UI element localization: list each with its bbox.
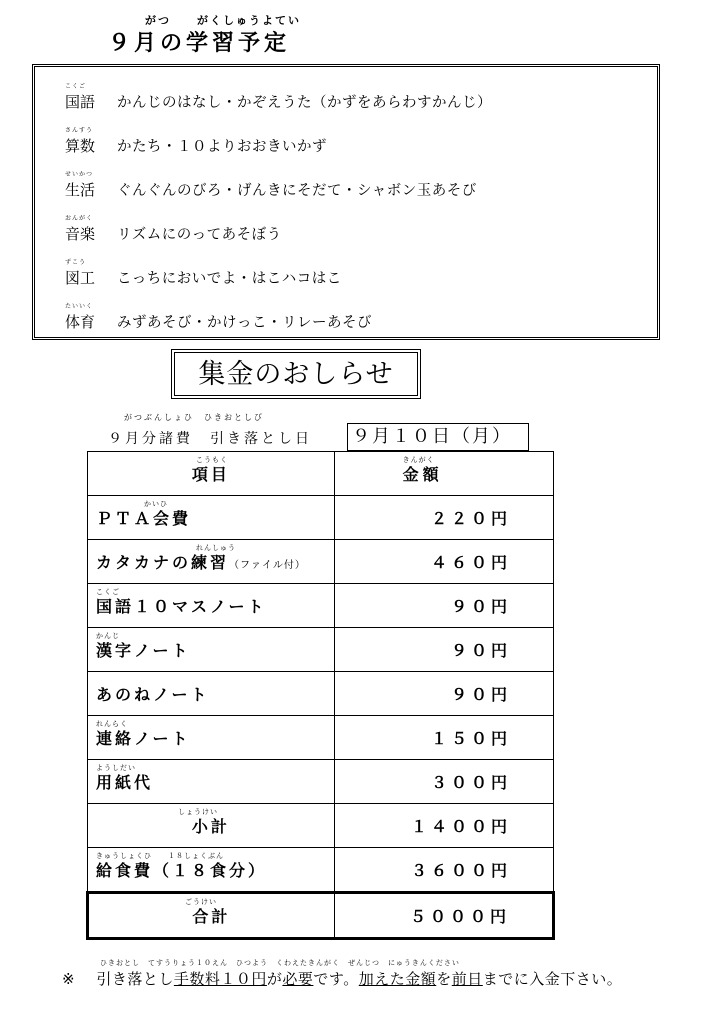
cell-ruby: ようしだい <box>96 764 136 772</box>
table-row <box>88 760 554 804</box>
cell-ruby: かんじ <box>96 632 120 640</box>
footnote-emphasis: 必要 <box>282 970 314 988</box>
footnote-emphasis: 加えた金額 <box>358 970 437 988</box>
cell-ruby: しょうけい <box>178 808 218 816</box>
item-note: （ファイル付） <box>229 560 306 571</box>
lunch-label: 給食費（１８食分） <box>96 861 268 880</box>
table-row <box>88 496 554 540</box>
subtotal-label: 小計 <box>191 817 230 836</box>
item-cell <box>88 716 335 760</box>
title-ruby: がつ がくしゅうよてい <box>145 14 301 27</box>
item-label: 漢字ノート <box>96 641 191 660</box>
item-label: あのねノート <box>96 685 210 704</box>
total-label: 合計 <box>192 907 231 926</box>
amount-cell: １５０円 <box>334 716 553 760</box>
item-cell <box>88 628 335 672</box>
item-label: ＰＴＡ会費 <box>96 509 192 528</box>
subject-content: リズムにのってあそぼう <box>117 227 282 243</box>
subtotal-label-cell <box>88 804 335 848</box>
item-cell <box>88 760 335 804</box>
lunch-amount: ３６００円 <box>334 848 553 893</box>
table-row <box>88 584 554 628</box>
subject-label: 音楽 <box>65 225 96 243</box>
footnote-emphasis: 手数料１０円 <box>173 970 267 988</box>
amount-cell: ９０円 <box>334 584 553 628</box>
subject-label: 算数 <box>65 137 96 155</box>
cell-ruby: かいひ <box>144 500 168 508</box>
item-cell <box>88 672 335 716</box>
cell-ruby: ごうけい <box>185 898 217 906</box>
item-label: 用紙代 <box>96 773 154 792</box>
collection-notice-title: 集金のおしらせ <box>174 352 418 396</box>
footnote-text: です。 <box>313 970 359 988</box>
header-amount-label: 金額 <box>402 465 443 484</box>
subject-content: こっちにおいでよ・はこハコはこ <box>117 271 342 287</box>
header-item-cell <box>88 452 335 496</box>
subject-ruby: せいかつ <box>65 171 94 178</box>
subject-content: みずあそび・かけっこ・リレーあそび <box>117 315 372 331</box>
cell-ruby: れんしゅう <box>196 544 236 552</box>
subject-ruby: たいいく <box>65 303 94 310</box>
footnote-ruby: ひきおとし てすうりょう１０えん ひつよう くわえたきんがく ぜんじつ にゅうきんください <box>100 959 460 967</box>
cell-ruby: こうもく <box>196 456 228 464</box>
amount-cell: ９０円 <box>334 628 553 672</box>
debit-date: ９月１０日（月） <box>347 423 529 451</box>
subject-label: 国語 <box>65 93 96 111</box>
fee-label-ruby: がつぶんしょひ ひきおとしび <box>124 413 264 422</box>
subject-label: 体育 <box>65 313 96 331</box>
item-label: カタカナの練習 <box>96 553 230 572</box>
subject-label: 生活 <box>65 181 96 199</box>
subject-ruby: こくご <box>65 83 87 90</box>
total-amount: ５０００円 <box>334 893 553 939</box>
item-label: 連絡ノート <box>96 729 191 748</box>
subject-ruby: ずこう <box>65 259 87 266</box>
item-label: 国語１０マスノート <box>96 597 267 616</box>
amount-cell: ３００円 <box>334 760 553 804</box>
cell-ruby: れんらく <box>96 720 128 728</box>
footnote-text: までに入金下さい。 <box>482 970 623 988</box>
total-label-cell <box>88 893 335 939</box>
table-row <box>88 628 554 672</box>
subtotal-amount: １４００円 <box>334 804 553 848</box>
amount-cell: ９０円 <box>334 672 553 716</box>
amount-cell: ４６０円 <box>334 540 553 584</box>
footnote-mark: ※ <box>62 970 76 988</box>
lunch-label-cell <box>88 848 335 893</box>
header-item-label: 項目 <box>191 465 230 484</box>
table-row <box>88 672 554 716</box>
cell-ruby: きんがく <box>402 456 435 464</box>
footnote-text: を <box>436 970 452 988</box>
header-amount-cell <box>334 452 553 496</box>
subject-ruby: おんがく <box>65 215 94 222</box>
footnote-text: 引き落とし <box>96 970 174 988</box>
item-cell <box>88 584 335 628</box>
subject-content: ぐんぐんのびろ・げんきにそだて・シャボン玉あそび <box>117 183 477 199</box>
subject-content: かたち・１０よりおおきいかず <box>117 139 327 155</box>
item-cell <box>88 496 335 540</box>
total-row <box>88 893 554 939</box>
table-header-row <box>88 452 554 496</box>
cell-ruby: きゅうしょくひ １８しょくぶん <box>96 852 224 860</box>
page-title: ９月の学習予定 <box>108 31 291 56</box>
footnote-text: が <box>266 970 283 988</box>
footnote-emphasis: 前日 <box>451 970 483 988</box>
item-cell <box>88 540 335 584</box>
fee-table <box>86 451 555 940</box>
schedule-box <box>32 64 660 340</box>
subject-label: 図工 <box>65 269 96 287</box>
footnote <box>62 968 622 989</box>
fee-label: ９月分諸費 引き落とし日 <box>108 431 312 447</box>
subject-content: かんじのはなし・かぞえうた（かずをあらわすかんじ） <box>117 95 492 111</box>
table-row <box>88 540 554 584</box>
table-row <box>88 716 554 760</box>
amount-cell: ２２０円 <box>334 496 553 540</box>
lunch-row <box>88 848 554 893</box>
subject-ruby: さんすう <box>65 127 94 134</box>
cell-ruby: こくご <box>96 588 120 596</box>
subtotal-row <box>88 804 554 848</box>
